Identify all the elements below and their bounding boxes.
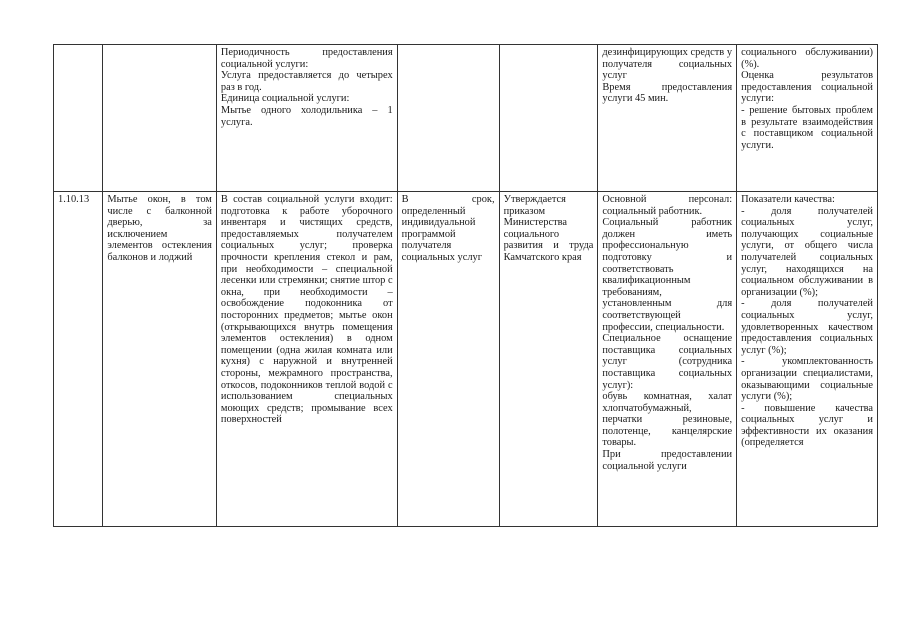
text-line: Специальное оснащение поставщика социальных услуг (сотрудника поставщика социальных услуг): <box>602 333 733 391</box>
text-line: - доля получателей социальных услуг, получающих социальные услуги, от общего числа получателей социальных услуг, находящихся на социальном обслуживании в организации (%); <box>741 205 873 298</box>
text-line: социального обслуживании) (%). <box>741 47 873 70</box>
text-line: - повышение качества социальных услуг и эффективности их оказания (определяется <box>741 402 873 449</box>
cell-term <box>397 45 499 192</box>
cell-service-name <box>103 45 217 192</box>
text-line: - решение бытовых проблем в результате взаимодействия с поставщиком социальной услуги. <box>741 104 873 151</box>
text-line: дезинфицирующих средств у получателя социальных услуг <box>602 47 733 82</box>
table-row <box>54 192 878 527</box>
text-line: При предоставлении социальной услуги <box>602 449 733 472</box>
text-line: Единица социальной услуги: <box>220 93 350 105</box>
text-line: Мытье одного холодильника – 1 услуга. <box>220 104 393 128</box>
text-line: Периодичность предоставления социальной услуги: <box>220 47 393 70</box>
text-line: В состав социальной услуги входит: подготовка к работе уборочного инвентаря и чистящих средств, предоставляемых получателем социальных услуг; проверка прочности крепления стекол и рам, при необходимости – специальной лесенки или стремянки; снятие штор с окна, при необходимости – освобождение подоконника от посторонних предметов; мытье окон (открывающихся внутрь помещения элементов остекления) в одном помещении (одна жилая комната или кухня) с наружной и внутренней стороны, межрамного пространства, откосов, подоконников теплой водой с использованием специальных моющих средств; промывание всех поверхностей <box>220 194 393 426</box>
text-line: Основной персонал: социальный работник. <box>602 194 733 217</box>
text-line: - доля получателей социальных услуг, удовлетворенных качеством предоставления социальных услуг (%); <box>741 298 873 356</box>
text-line: Социальный работник должен иметь профессиональную подготовку и соответствовать квалификационным требованиям, установленным для соответствующей профессии, специальности. <box>602 217 733 333</box>
text-line: Услуга предоставляется до четырех раз в год. <box>220 70 393 93</box>
cell-quality <box>737 45 878 192</box>
text-line: обувь комнатная, халат хлопчатобумажный, перчатки резиновые, полотенце, канцелярские товары. <box>602 391 733 449</box>
cell-conditions <box>598 45 737 192</box>
text-line: - укомплектованность организации специалистами, оказывающими социальные услуги (%); <box>741 356 873 403</box>
cell-number <box>54 45 103 192</box>
cell-cost <box>499 45 598 192</box>
cell-service-name: Мытье окон, в том числе с балконной дверью, за исключением элементов остекления балконов и лоджий <box>103 192 217 527</box>
services-table <box>53 44 878 527</box>
text-line: Время предоставления услуги 45 мин. <box>602 81 733 105</box>
cell-number: 1.10.13 <box>54 192 103 527</box>
cell-cost: Утверждается приказом Министерства социального развития и труда Камчатского края <box>499 192 598 527</box>
text-line: Оценка результатов предоставления социальной услуги: <box>741 70 873 105</box>
table-row <box>54 45 878 192</box>
cell-description <box>216 45 397 192</box>
text-line: Показатели качества: <box>741 194 835 205</box>
cell-conditions <box>598 192 737 527</box>
cell-term: В срок, определенный индивидуальной программой получателя социальных услуг <box>397 192 499 527</box>
cell-quality <box>737 192 878 527</box>
cell-description <box>216 192 397 527</box>
